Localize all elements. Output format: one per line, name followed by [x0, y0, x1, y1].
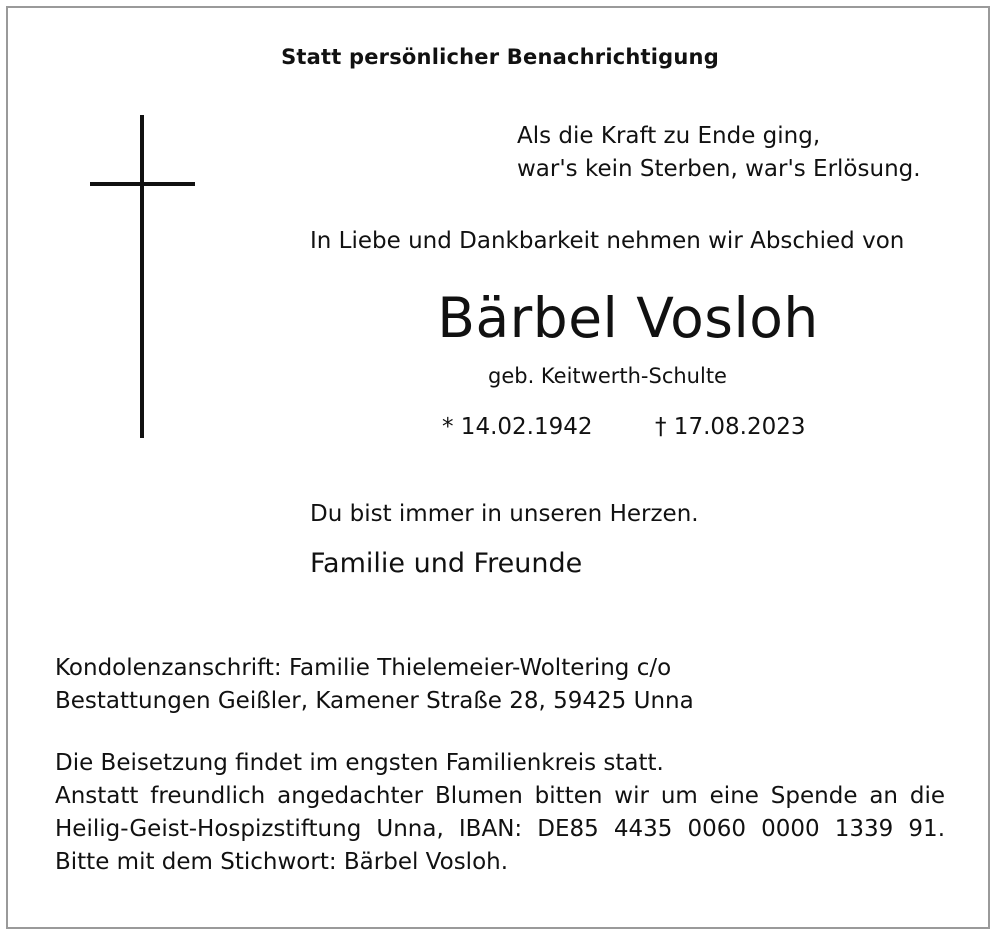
death-date: † 17.08.2023 — [655, 414, 806, 440]
address-line-2: Bestattungen Geißler, Kamener Straße 28, 59425 Unna — [55, 688, 694, 714]
signature: Familie und Freunde — [310, 548, 583, 579]
intro-text: In Liebe und Dankbarkeit nehmen wir Abschied von — [310, 228, 905, 254]
condolence-address — [55, 652, 694, 718]
notes-line-4: Bitte mit dem Stichwort: Bärbel Vosloh. — [55, 849, 509, 875]
poem-line-2: war's kein Sterben, war's Erlösung. — [517, 156, 921, 182]
notes-line-1: Die Beisetzung findet im engsten Familienkreis statt. — [55, 750, 664, 776]
poem — [517, 120, 921, 186]
cross-vertical-bar — [140, 115, 144, 438]
funeral-notes — [55, 747, 945, 879]
birth-date: * 14.02.1942 — [442, 414, 593, 440]
notes-line-2: Anstatt freundlich angedachter Blumen bitten wir um eine Spende an die — [55, 783, 945, 809]
cross-horizontal-bar — [90, 182, 195, 186]
deceased-name: Bärbel Vosloh — [437, 286, 819, 350]
address-line-1: Kondolenzanschrift: Familie Thielemeier-Woltering c/o — [55, 655, 672, 681]
poem-line-1: Als die Kraft zu Ende ging, — [517, 123, 821, 149]
quote: Du bist immer in unseren Herzen. — [310, 501, 699, 527]
notice-header: Statt persönlicher Benachrichtigung — [281, 45, 719, 69]
birth-name: geb. Keitwerth-Schulte — [488, 364, 727, 388]
notes-line-3: Heilig-Geist-Hospizstiftung Unna, IBAN: DE85 4435 0060 0000 1339 91. — [55, 816, 945, 842]
